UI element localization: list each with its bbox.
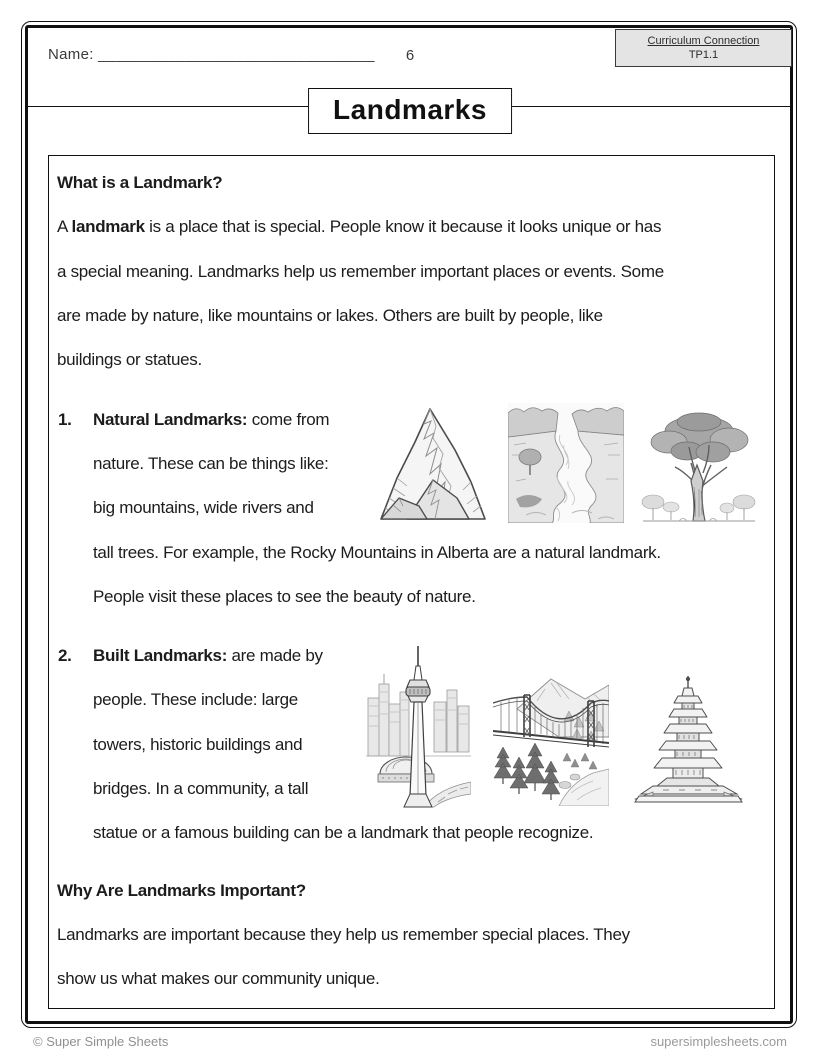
river-illustration (508, 403, 624, 523)
section-heading-why: Why Are Landmarks Important? (57, 880, 306, 900)
text-line: tall trees. For example, the Rocky Mountains in Alberta are a natural landmark. (93, 542, 661, 562)
content-box (48, 155, 775, 1009)
curriculum-connection-badge (615, 29, 792, 67)
text-line: Landmarks are important because they help us remember special places. They (57, 924, 630, 944)
text-line: Built Landmarks: are made by (93, 646, 323, 666)
text-line: towers, historic buildings and (93, 734, 303, 754)
footer-copyright: © Super Simple Sheets (33, 1034, 169, 1049)
item-number: 2. (58, 646, 72, 666)
text-line: big mountains, wide rivers and (93, 498, 314, 518)
name-label: Name: (48, 46, 99, 63)
name-blank-field[interactable]: ________________________________ (98, 46, 375, 63)
mountain-illustration (373, 402, 493, 524)
text-line: nature. These can be things like: (93, 453, 329, 473)
text-line: are made by nature, like mountains or lakes. Others are built by people, like (57, 306, 603, 326)
cn-tower-city-illustration (366, 644, 471, 808)
text-line: buildings or statues. (57, 350, 202, 370)
suspension-bridge-illustration (493, 673, 609, 806)
page-title: Landmarks (308, 88, 512, 134)
item-number: 1. (58, 409, 72, 429)
text-line: People visit these places to see the beauty of nature. (93, 586, 476, 606)
badge-title: Curriculum Connection (647, 35, 760, 47)
section-heading-what: What is a Landmark? (57, 173, 223, 193)
badge-code: TP1.1 (688, 49, 719, 61)
text-line: a special meaning. Landmarks help us remember important places or events. Some (57, 261, 664, 281)
text-line: statue or a famous building can be a landmark that people recognize. (93, 823, 594, 843)
text-line: A landmark is a place that is special. People know it because it looks unique or has (57, 217, 662, 237)
text-line: Natural Landmarks: come from (93, 409, 330, 429)
pagoda-tower-illustration (633, 674, 744, 804)
text-line: show us what makes our community unique. (57, 969, 380, 989)
text-line: people. These include: large (93, 690, 298, 710)
footer-website: supersimplesheets.com (650, 1034, 787, 1049)
tall-tree-illustration (639, 407, 759, 524)
page-number: 6 (405, 47, 415, 64)
text-line: bridges. In a community, a tall (93, 779, 309, 798)
